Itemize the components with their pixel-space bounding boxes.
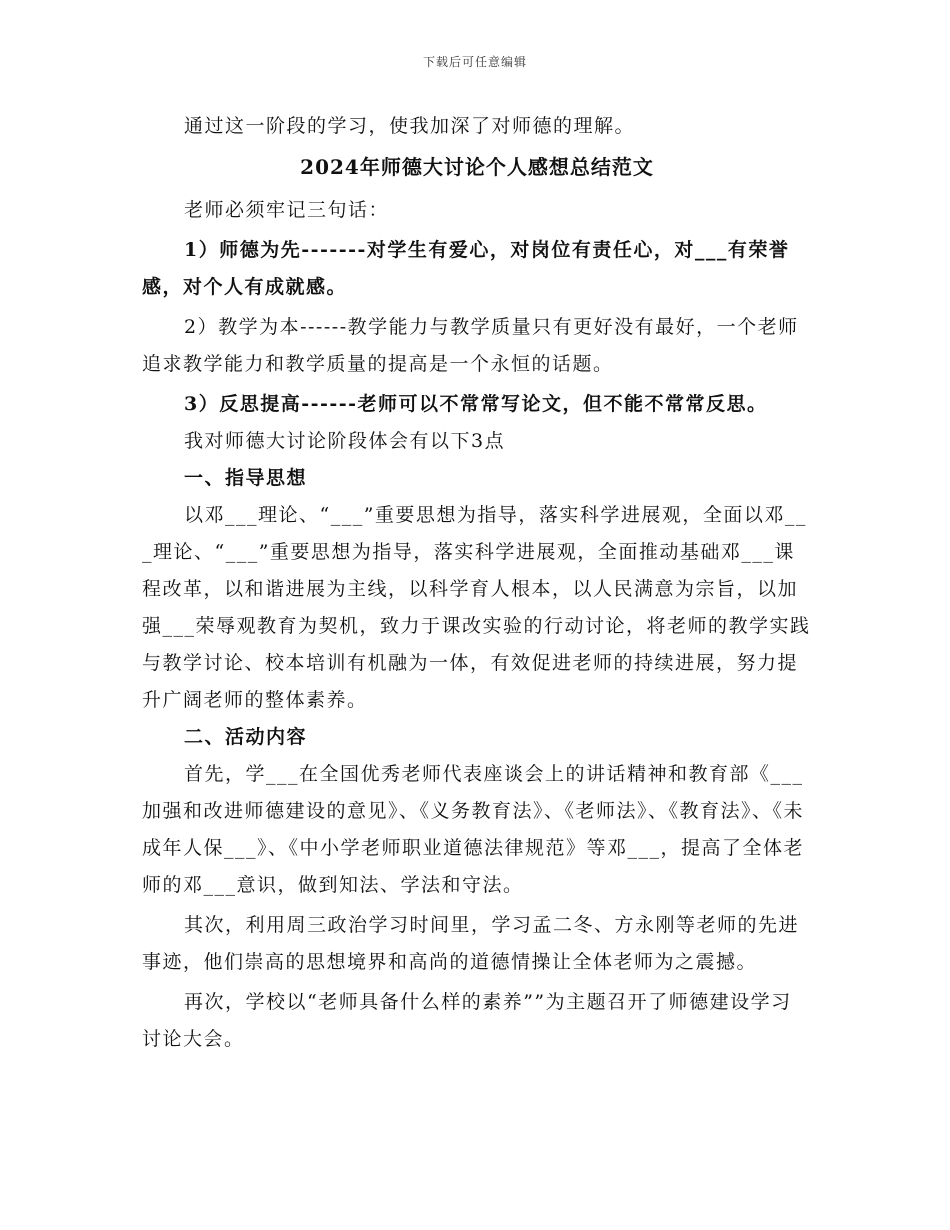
document-body: [142, 108, 812, 1058]
paragraph-ethics-first: 1）师德为先-------对学生有爱心，对岗位有责任心，对___有荣誉感，对个人有成就感。: [142, 239, 790, 298]
page-header-note: 下载后可任意编辑: [422, 55, 527, 69]
heading-guiding-ideology: 一、指导思想: [184, 467, 308, 489]
paragraph-experience-points: 我对师德大讨论阶段体会有以下3点: [184, 430, 506, 452]
heading-activity-content: 二、活动内容: [184, 726, 308, 748]
intro-paragraph: 通过这一阶段的学习，使我加深了对师德的理解。: [184, 115, 636, 137]
paragraph-activity-first: 首先，学___在全国优秀老师代表座谈会上的讲话精神和教育部《___加强和改进师德建设的意见》、《义务教育法》、《老师法》、《教育法》、《未成年人保___》、《中小学老师职业道德法律规范》等邓___，提高了全体老师的邓___意识，做到知法、学法和守法。: [142, 763, 805, 896]
paragraph-guiding-ideology: 以邓___理论、“___”重要思想为指导，落实科学进展观，全面以邓___理论、“___”重要思想为指导，落实科学进展观，全面推动基础邓___课程改革，以和谐进展为主线，以科学育人根本，以人民满意为宗旨，以加强___荣辱观教育为契机，致力于课改实验的行动讨论，将老师的教学实践与教学讨论、校本培训有机融为一体，有效促进老师的持续进展，努力提升广阔老师的整体素养。: [142, 504, 811, 711]
document-title: 2024年师德大讨论个人感想总结范文: [300, 155, 654, 179]
paragraph-teaching-basis: 2）教学为本------教学能力与教学质量只有更好没有最好，一个老师追求教学能力和教学质量的提高是一个永恒的话题。: [142, 316, 799, 375]
paragraph-activity-second: 其次，利用周三政治学习时间里，学习孟二冬、方永刚等老师的先进事迹，他们崇高的思想境界和高尚的道德情操让全体老师为之震撼。: [142, 914, 800, 973]
paragraph-activity-third: 再次，学校以“老师具备什么样的素养””为主题召开了师德建设学习讨论大会。: [142, 991, 792, 1050]
paragraph-reflection: 3）反思提高------老师可以不常常写论文，但不能不常常反思。: [184, 393, 768, 415]
paragraph-three-sayings: 老师必须牢记三句话：: [184, 199, 390, 221]
